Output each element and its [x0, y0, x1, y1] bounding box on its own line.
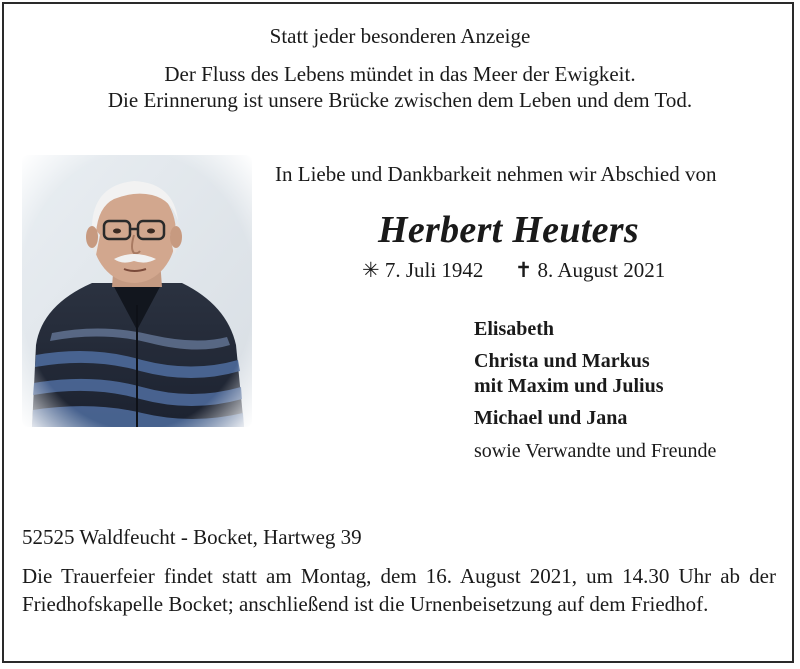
- birth-date: ✳ 7. Juli 1942: [362, 258, 484, 282]
- quote-line-1: Der Fluss des Lebens mündet in das Meer der Ewigkeit.: [164, 62, 636, 86]
- address: 52525 Waldfeucht - Bocket, Hartweg 39: [22, 525, 362, 549]
- death-date: ✝ 8. August 2021: [514, 258, 666, 282]
- quote-line-2: Die Erinnerung ist unsere Brücke zwischen dem Leben und dem Tod.: [107, 88, 693, 112]
- portrait-photo: [22, 155, 252, 427]
- mourner-name: mit Maxim und Julius: [474, 375, 664, 397]
- mourner-name: Elisabeth: [474, 318, 555, 340]
- life-dates: [362, 258, 665, 283]
- deceased-name: Herbert Heuters: [378, 209, 639, 251]
- mourner-name: Michael und Jana: [474, 407, 628, 429]
- mourner-relatives: sowie Verwandte und Freunde: [474, 440, 717, 462]
- mourner-name: Christa und Markus: [474, 350, 650, 372]
- farewell-text: In Liebe und Dankbarkeit nehmen wir Abschied von: [275, 162, 717, 186]
- ceremony-details: Die Trauerfeier findet statt am Montag, dem 16. August 2021, um 14.30 Uhr ab der Friedhofskapelle Bocket; anschließend ist die Urnenbeisetzung auf dem Friedhof.: [22, 564, 776, 616]
- notice-header: Statt jeder besonderen Anzeige: [269, 24, 531, 48]
